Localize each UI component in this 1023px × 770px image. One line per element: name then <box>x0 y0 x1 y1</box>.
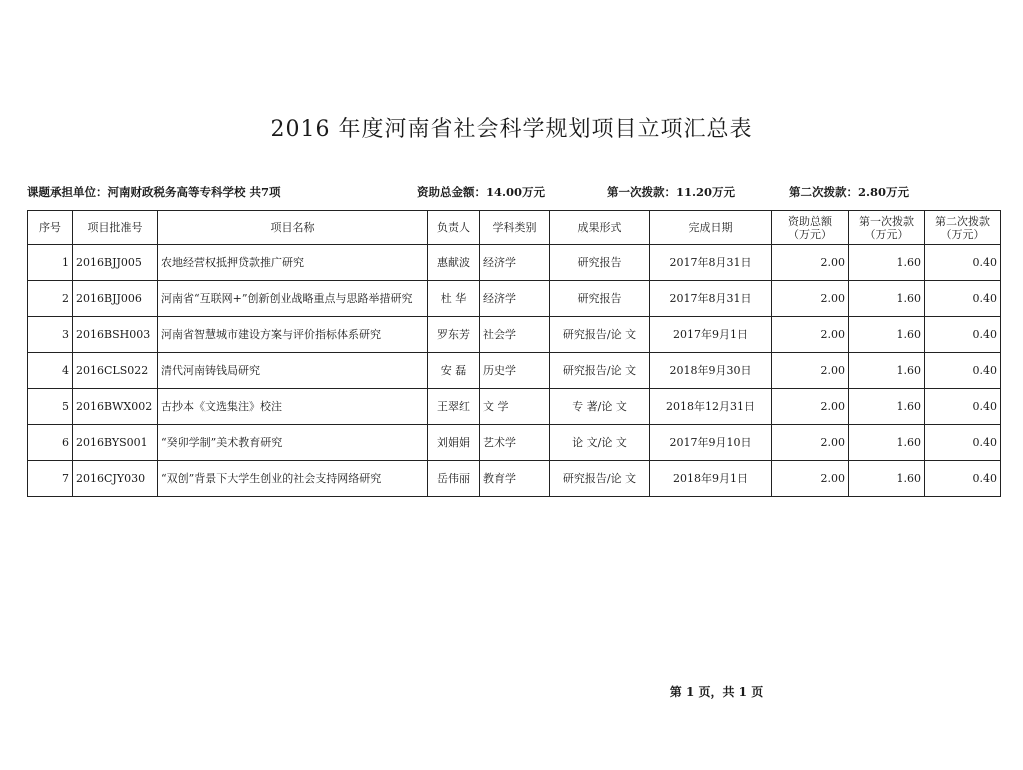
table-row <box>28 281 1001 317</box>
cell-code: 2016BYS001 <box>73 425 158 461</box>
cell-code: 2016BSH003 <box>73 317 158 353</box>
table-header-row <box>28 211 1001 245</box>
page-title: 2016 年度河南省社会科学规划项目立项汇总表 <box>270 117 753 142</box>
cell-category: 经济学 <box>480 245 550 281</box>
cell-date: 2017年8月31日 <box>650 245 772 281</box>
header-first-unit: （万元） <box>864 227 909 241</box>
cell-name: 河南省智慧城市建设方案与评价指标体系研究 <box>158 317 428 353</box>
header-total-unit: （万元） <box>788 227 832 241</box>
first-payment-info: 第一次拨款：11.20万元 <box>607 185 736 199</box>
table-row <box>28 389 1001 425</box>
cell-person: 惠献波 <box>428 245 480 281</box>
cell-total: 2.00 <box>772 425 849 461</box>
cell-code: 2016CJY030 <box>73 461 158 497</box>
header-second-label: 第二次拨款 <box>935 214 990 228</box>
cell-second: 0.40 <box>925 425 1001 461</box>
cell-total: 2.00 <box>772 461 849 497</box>
cell-seq: 6 <box>28 425 73 461</box>
cell-first: 1.60 <box>849 389 925 425</box>
cell-seq: 4 <box>28 353 73 389</box>
cell-seq: 7 <box>28 461 73 497</box>
page-footer: 第 1 页，共 1 页 <box>669 685 764 699</box>
cell-total: 2.00 <box>772 317 849 353</box>
cell-total: 2.00 <box>772 245 849 281</box>
cell-date: 2018年12月31日 <box>650 389 772 425</box>
cell-name: 农地经营权抵押贷款推广研究 <box>158 245 428 281</box>
header-first <box>849 211 925 245</box>
table-row <box>28 461 1001 497</box>
cell-category: 社会学 <box>480 317 550 353</box>
header-second <box>925 211 1001 245</box>
cell-second: 0.40 <box>925 245 1001 281</box>
header-date: 完成日期 <box>650 211 772 245</box>
table-row <box>28 425 1001 461</box>
cell-seq: 5 <box>28 389 73 425</box>
cell-form: 论 文/论 文 <box>550 425 650 461</box>
cell-seq: 3 <box>28 317 73 353</box>
cell-person: 罗东芳 <box>428 317 480 353</box>
cell-date: 2018年9月1日 <box>650 461 772 497</box>
cell-code: 2016BJJ006 <box>73 281 158 317</box>
header-second-unit: （万元） <box>940 227 985 241</box>
header-person: 负责人 <box>428 211 480 245</box>
total-funding-info: 资助总金额：14.00万元 <box>417 185 546 199</box>
cell-form: 研究报告/论 文 <box>550 461 650 497</box>
cell-form: 研究报告/论 文 <box>550 353 650 389</box>
cell-name: “癸卯学制”美术教育研究 <box>158 425 428 461</box>
header-first-label: 第一次拨款 <box>859 214 914 228</box>
cell-seq: 1 <box>28 245 73 281</box>
table-row <box>28 317 1001 353</box>
header-total-label: 资助总额 <box>788 214 832 228</box>
cell-date: 2017年9月1日 <box>650 317 772 353</box>
header-code: 项目批准号 <box>73 211 158 245</box>
cell-date: 2018年9月30日 <box>650 353 772 389</box>
cell-first: 1.60 <box>849 461 925 497</box>
cell-name: “双创”背景下大学生创业的社会支持网络研究 <box>158 461 428 497</box>
cell-second: 0.40 <box>925 281 1001 317</box>
cell-total: 2.00 <box>772 353 849 389</box>
cell-second: 0.40 <box>925 353 1001 389</box>
header-name: 项目名称 <box>158 211 428 245</box>
cell-form: 研究报告/论 文 <box>550 317 650 353</box>
cell-total: 2.00 <box>772 281 849 317</box>
summary-info-row <box>27 184 1007 200</box>
cell-name: 古抄本《文选集注》校注 <box>158 389 428 425</box>
table-row <box>28 245 1001 281</box>
cell-first: 1.60 <box>849 317 925 353</box>
cell-form: 研究报告 <box>550 245 650 281</box>
second-payment-info: 第二次拨款：2.80万元 <box>789 185 910 199</box>
cell-person: 刘娟娟 <box>428 425 480 461</box>
cell-category: 历史学 <box>480 353 550 389</box>
cell-date: 2017年8月31日 <box>650 281 772 317</box>
cell-person: 岳伟丽 <box>428 461 480 497</box>
cell-person: 王翠红 <box>428 389 480 425</box>
cell-category: 文 学 <box>480 389 550 425</box>
cell-second: 0.40 <box>925 389 1001 425</box>
cell-seq: 2 <box>28 281 73 317</box>
cell-name: 河南省“互联网+”创新创业战略重点与思路举措研究 <box>158 281 428 317</box>
header-seq: 序号 <box>28 211 73 245</box>
cell-first: 1.60 <box>849 425 925 461</box>
cell-category: 艺术学 <box>480 425 550 461</box>
cell-form: 专 著/论 文 <box>550 389 650 425</box>
cell-first: 1.60 <box>849 353 925 389</box>
header-form: 成果形式 <box>550 211 650 245</box>
cell-category: 经济学 <box>480 281 550 317</box>
table-row <box>28 353 1001 389</box>
header-category: 学科类别 <box>480 211 550 245</box>
cell-code: 2016BWX002 <box>73 389 158 425</box>
cell-date: 2017年9月10日 <box>650 425 772 461</box>
project-summary-table <box>27 210 1001 497</box>
cell-person: 杜 华 <box>428 281 480 317</box>
cell-name: 清代河南铸钱局研究 <box>158 353 428 389</box>
cell-first: 1.60 <box>849 245 925 281</box>
cell-person: 安 磊 <box>428 353 480 389</box>
cell-second: 0.40 <box>925 317 1001 353</box>
cell-first: 1.60 <box>849 281 925 317</box>
cell-code: 2016CLS022 <box>73 353 158 389</box>
unit-info: 课题承担单位：河南财政税务高等专科学校 共7项 <box>27 185 281 199</box>
header-total <box>772 211 849 245</box>
cell-total: 2.00 <box>772 389 849 425</box>
cell-second: 0.40 <box>925 461 1001 497</box>
cell-code: 2016BJJ005 <box>73 245 158 281</box>
cell-form: 研究报告 <box>550 281 650 317</box>
cell-category: 教育学 <box>480 461 550 497</box>
